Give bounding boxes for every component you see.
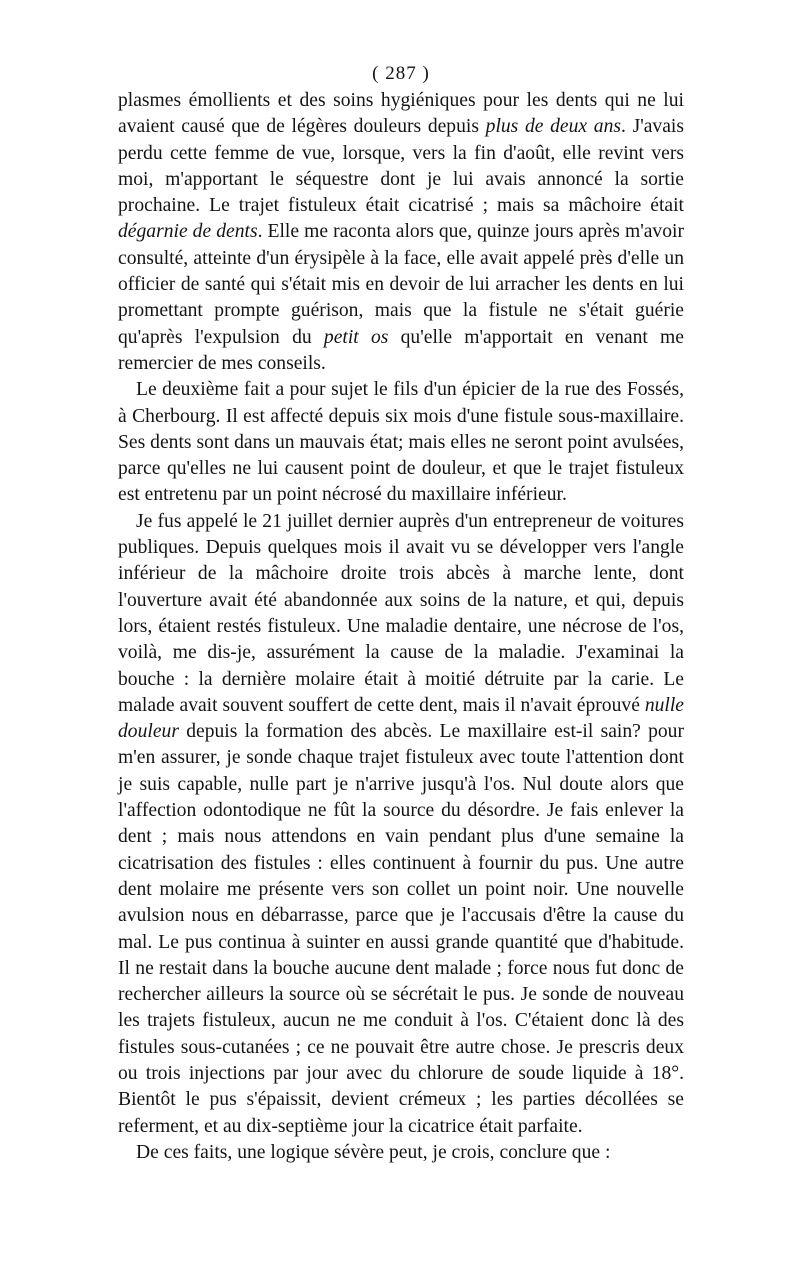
text-run: qu'elle m'apportait en venant me remercier de mes conseils. xyxy=(118,326,684,374)
paragraph xyxy=(118,377,684,508)
text-run: depuis la formation des abcès. Le maxillaire est-il sain? pour m'en assurer, je sonde chaque trajet fistuleux avec toute l'attention dont je suis capable, nulle part je n'arrive jusqu'à l'os. Nul doute alors que l'affection odontodique ne fût la source du désordre. Je fais enlever la dent ; mais nous attendons en vain pendant plus d'une semaine la cicatrisation des fistules : elles continuent à fournir du pus. Une autre dent molaire me présente vers son collet un point noir. Une nouvelle avulsion nous en débarrasse, parce que je l'accusais d'être la cause du mal. Le pus continua à suinter en aussi grande quantité que d'habitude. Il ne restait dans la bouche aucune dent malade ; force nous fut donc de rechercher ailleurs la source où se sécrétait le pus. Je sonde de nouveau les trajets fistuleux, aucun ne me conduit à l'os. C'étaient donc là des fistules sous-cutanées ; ce ne pouvait être autre chose. Je prescris deux ou trois injections par jour avec du chlorure de soude liquide à 18°. Bientôt le pus s'épaissit, devient crémeux ; les parties décollées se referment, et au dix-septième jour la cicatrice était parfaite. xyxy=(118,721,684,1137)
paragraph xyxy=(118,509,684,1140)
italic-phrase: plus de deux ans xyxy=(485,116,621,138)
page-number: ( 287 ) xyxy=(372,63,430,84)
text-run: De ces faits, une logique sévère peut, je crois, conclure que : xyxy=(136,1141,611,1163)
italic-phrase: petit os xyxy=(323,326,389,348)
text-run: Le deuxième fait a pour sujet le fils d'un épicier de la rue des Fossés, à Cherbourg. Il est affecté depuis six mois d'une fistule sous-maxillaire. Ses dents sont dans un mauvais état; mais elles ne seront point avulsées, parce qu'elles ne lui causent point de douleur, et que le trajet fistuleux est entretenu par un point nécrosé du maxillaire inférieur. xyxy=(118,379,684,506)
text-run: . J'avais perdu cette femme de vue, lorsque, vers la fin d'août, elle revint vers moi, m'apportant le séquestre dont je lui avais annoncé la sortie prochaine. Le trajet fistuleux était cicatrisé ; mais sa mâchoire était xyxy=(118,116,684,217)
body-text xyxy=(118,88,684,1166)
paragraph xyxy=(118,88,684,377)
text-run: plasmes émollients et des soins hygiéniques pour les dents qui ne lui avaient causé que de légères douleurs depuis xyxy=(118,90,684,138)
paragraph xyxy=(118,1140,684,1166)
text-run: Je fus appelé le 21 juillet dernier auprès d'un entrepreneur de voitures publiques. Depuis quelques mois il avait vu se développer vers l'angle inférieur de la mâchoire droite trois abcès à marche lente, dont l'ouverture avait été abandonnée aux soins de la nature, et qui, depuis lors, étaient restés fistuleux. Une maladie dentaire, une nécrose de l'os, voilà, me dis-je, assurément la cause de la maladie. J'examinai la bouche : la dernière molaire était à moitié détruite par la carie. Le malade avait souvent souffert de cette dent, mais il n'avait éprouvé xyxy=(118,510,684,716)
italic-phrase: dégarnie de dents xyxy=(118,221,258,243)
text-run: . Elle me raconta alors que, quinze jours après m'avoir consulté, atteinte d'un érysipèle à la face, elle avait appelé près d'elle un officier de santé qui s'était mis en devoir de lui arracher les dents en lui promettant prompte guérison, mais que la fistule ne s'était guérie qu'après l'expulsion du xyxy=(118,221,684,348)
italic-phrase: nulle douleur xyxy=(118,694,684,743)
book-page xyxy=(118,62,684,1166)
